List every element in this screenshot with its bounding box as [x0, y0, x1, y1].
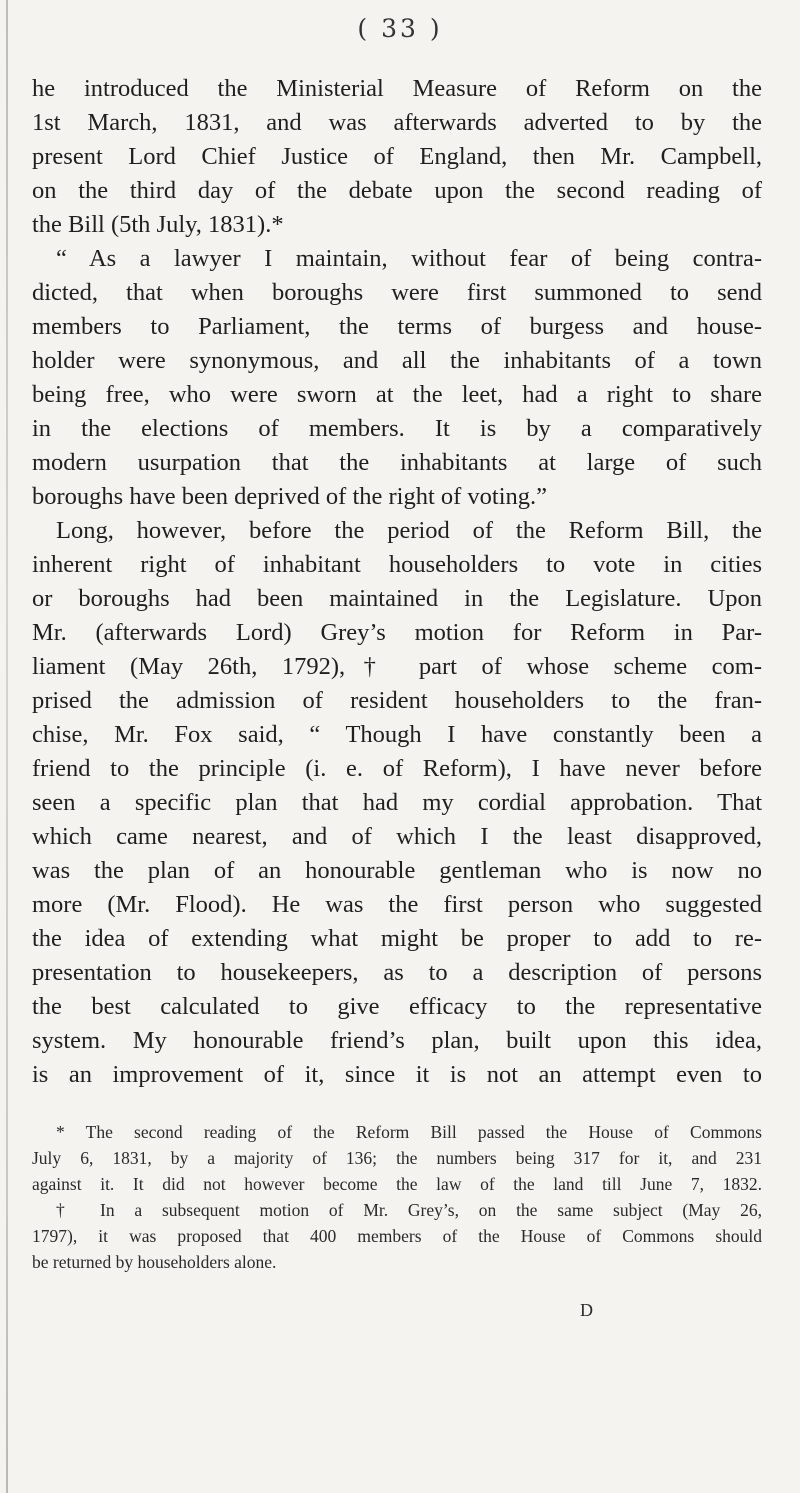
footnote-line: against it. It did not however become the law of the land till June 7, 1832.: [32, 1174, 762, 1194]
text-line: dicted, that when boroughs were first summoned to send: [32, 279, 762, 306]
text-line: the Bill (5th July, 1831).*: [32, 211, 284, 238]
text-line: inherent right of inhabitant householders to vote in cities: [32, 551, 762, 578]
text-line: he introduced the Ministerial Measure of Reform on the: [32, 75, 762, 102]
footnote-line: July 6, 1831, by a majority of 136; the numbers being 317 for it, and 231: [32, 1148, 762, 1168]
text-line: the best calculated to give efficacy to the representative: [32, 993, 762, 1020]
text-line: the idea of extending what might be proper to add to re-: [32, 925, 762, 952]
text-line: seen a specific plan that had my cordial approbation. That: [32, 789, 762, 816]
text-line: 1st March, 1831, and was afterwards adverted to by the: [32, 109, 762, 136]
text-line: holder were synonymous, and all the inhabitants of a town: [32, 347, 762, 374]
text-line: on the third day of the debate upon the second reading of: [32, 177, 762, 204]
text-line: prised the admission of resident householders to the fran-: [32, 687, 762, 714]
footnote-line: 1797), it was proposed that 400 members of the House of Commons should: [32, 1226, 762, 1246]
text-line: boroughs have been deprived of the right of voting.”: [32, 483, 548, 510]
text-line: liament (May 26th, 1792),† part of whose scheme com-: [32, 653, 762, 680]
text-line: system. My honourable friend’s plan, built upon this idea,: [32, 1027, 762, 1054]
text-line: Long, however, before the period of the Reform Bill, the: [56, 517, 762, 544]
footnote-line: † In a subsequent motion of Mr. Grey’s, on the same subject (May 26,: [56, 1200, 762, 1220]
signature-mark: D: [580, 1300, 593, 1320]
text-line: or boroughs had been maintained in the Legislature. Upon: [32, 585, 762, 612]
text-line: presentation to housekeepers, as to a description of persons: [32, 959, 762, 986]
footnote-line: be returned by householders alone.: [32, 1252, 277, 1272]
text-line: was the plan of an honourable gentleman who is now no: [32, 857, 762, 884]
text-line: friend to the principle (i. e. of Reform), I have never before: [32, 755, 762, 782]
text-line: present Lord Chief Justice of England, then Mr. Campbell,: [32, 143, 762, 170]
text-line: being free, who were sworn at the leet, had a right to share: [32, 381, 762, 408]
page-binding-edge: [6, 0, 8, 1493]
text-line: “ As a lawyer I maintain, without fear of being contra-: [56, 245, 762, 272]
footnote-line: * The second reading of the Reform Bill passed the House of Commons: [56, 1122, 762, 1142]
text-line: more (Mr. Flood). He was the first person who suggested: [32, 891, 762, 918]
text-line: Mr. (afterwards Lord) Grey’s motion for Reform in Par-: [32, 619, 762, 646]
text-line: chise, Mr. Fox said, “ Though I have constantly been a: [32, 721, 762, 748]
text-line: which came nearest, and of which I the least disapproved,: [32, 823, 762, 850]
text-line: in the elections of members. It is by a comparatively: [32, 415, 762, 442]
text-line: is an improvement of it, since it is not an attempt even to: [32, 1061, 762, 1088]
page-number: ( 33 ): [357, 14, 443, 43]
text-line: members to Parliament, the terms of burgess and house-: [32, 313, 762, 340]
text-line: modern usurpation that the inhabitants at large of such: [32, 449, 762, 476]
